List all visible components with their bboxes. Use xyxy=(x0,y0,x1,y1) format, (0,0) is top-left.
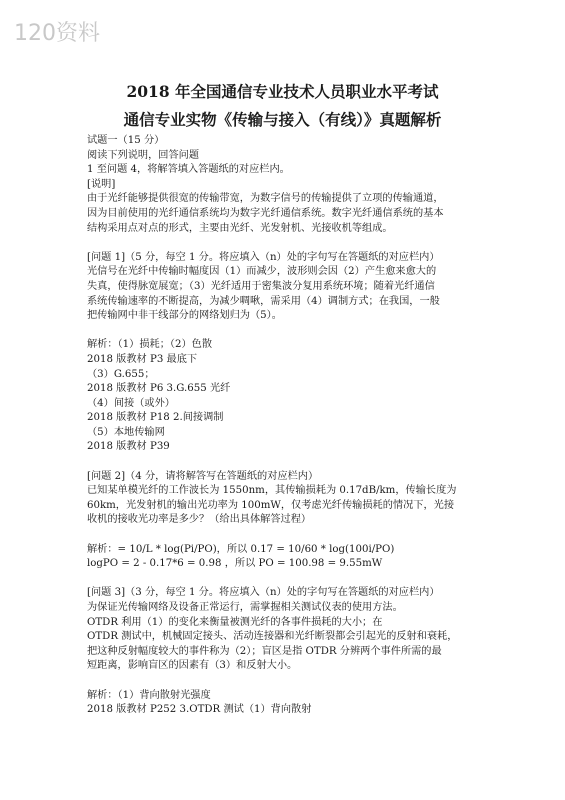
watermark: 120资料 xyxy=(14,21,100,46)
text-line: 结构采用点对点的形式，主要由光纤、光发射机、光接收机等组成。 xyxy=(87,222,393,234)
paragraph-gap xyxy=(87,674,487,689)
text-line: 解析：（1）损耗；（2）色散 xyxy=(87,339,213,351)
text-line: 光信号在光纤中传输时幅度因（1）而减少，波形则会因（2）产生愈来愈大的 xyxy=(87,266,437,278)
text-line: 短距离，影响盲区的因素有（3）和反射大小。 xyxy=(87,660,298,672)
text-line: 60km，光发射机的输出光功率为 100mW，仅考虑光纤传输损耗的情况下，光接 xyxy=(87,499,455,511)
text-line: 2018 版教材 P3 最底下 xyxy=(87,353,198,365)
text-line: 为保证光传输网络及设备正常运行，需掌握相关测试仪表的使用方法。 xyxy=(87,602,403,613)
text-line: （5）本地传输网 xyxy=(87,426,165,438)
document-title: 2018 年全国通信专业技术人员职业水平考试 xyxy=(126,82,439,101)
text-line: 试题一（15 分） xyxy=(87,135,165,146)
text-line: 已知某单模光纤的工作波长为 1550nm，其传输损耗为 0.17dB/km，传输长度为 xyxy=(87,485,457,497)
paragraph-gap xyxy=(87,528,487,543)
text-line: [问题 2]（4 分，请将解答写在答题纸的对应栏内） xyxy=(87,470,319,482)
text-line: （3）G.655； xyxy=(87,368,155,380)
text-line: 因为目前使用的光纤通信系统均为数字光纤通信系统。数字光纤通信系统的基本 xyxy=(87,207,444,219)
paragraph-gap xyxy=(87,572,487,587)
text-line: [说明] xyxy=(87,178,116,190)
text-line: 2018 版教材 P6 3.G.655 光纤 xyxy=(87,383,231,395)
text-line: 2018 版教材 P18 2.间接调制 xyxy=(87,412,224,424)
paragraph-gap xyxy=(87,455,487,470)
text-line: 1 至问题 4，将解答填入答题纸的对应栏内。 xyxy=(87,164,290,176)
text-line: 解析：= 10/L * log(Pi/PO)，所以 0.17 = 10/60 * log(100i/PO) xyxy=(87,543,395,555)
text-line: logPO = 2 - 0.17*6 = 0.98 ，所以 PO = 100.98 = 9.55mW xyxy=(87,558,383,570)
document-subtitle: 通信专业实物《传输与接入（有线）》真题解析 xyxy=(123,110,442,129)
paragraph-gap xyxy=(87,324,487,339)
text-line: 2018 版教材 P252 3.OTDR 测试（1）背向散射 xyxy=(87,704,312,716)
text-line: 把传输网中非干线部分的网络划归为（5）。 xyxy=(87,310,282,322)
text-line: 阅读下列说明，回答问题 xyxy=(87,149,200,161)
document-body xyxy=(87,134,487,718)
text-line: 系统传输速率的不断提高，为减少啁啾，需采用（4）调制方式；在我国，一般 xyxy=(87,295,440,307)
text-line: 收机的接收光功率是多少？（给出具体解答过程） xyxy=(87,514,312,526)
text-line: [问题 3]（3 分，每空 1 分。将应填入（n）处的字句写在答题纸的对应栏内） xyxy=(87,587,440,599)
text-line: [问题 1]（5 分，每空 1 分。将应填入（n）处的字句写在答题纸的对应栏内） xyxy=(87,251,440,263)
text-line: 2018 版教材 P39 xyxy=(87,441,170,453)
text-line: 失真，使得脉宽展宽；（3）光纤适用于密集波分复用系统环境；随着光纤通信 xyxy=(87,280,435,292)
text-line: 把这种反射幅度较大的事件称为（2）；盲区是指 OTDR 分辨两个事件所需的最 xyxy=(87,645,442,657)
text-line: OTDR 测试中，机械固定接头、活动连接器和光纤断裂都会引起光的反射和衰耗， xyxy=(87,631,458,643)
text-line: 由于光纤能够提供很宽的传输带宽，为数字信号的传输提供了立项的传输通道， xyxy=(87,193,444,205)
text-line: （4）间接（或外） xyxy=(87,397,175,409)
text-line: 解析：（1）背向散射光强度 xyxy=(87,689,211,701)
paragraph-gap xyxy=(87,236,487,251)
text-line: OTDR 利用（1）的变化来衡量被测光纤的各事件损耗的大小；在 xyxy=(87,616,383,628)
